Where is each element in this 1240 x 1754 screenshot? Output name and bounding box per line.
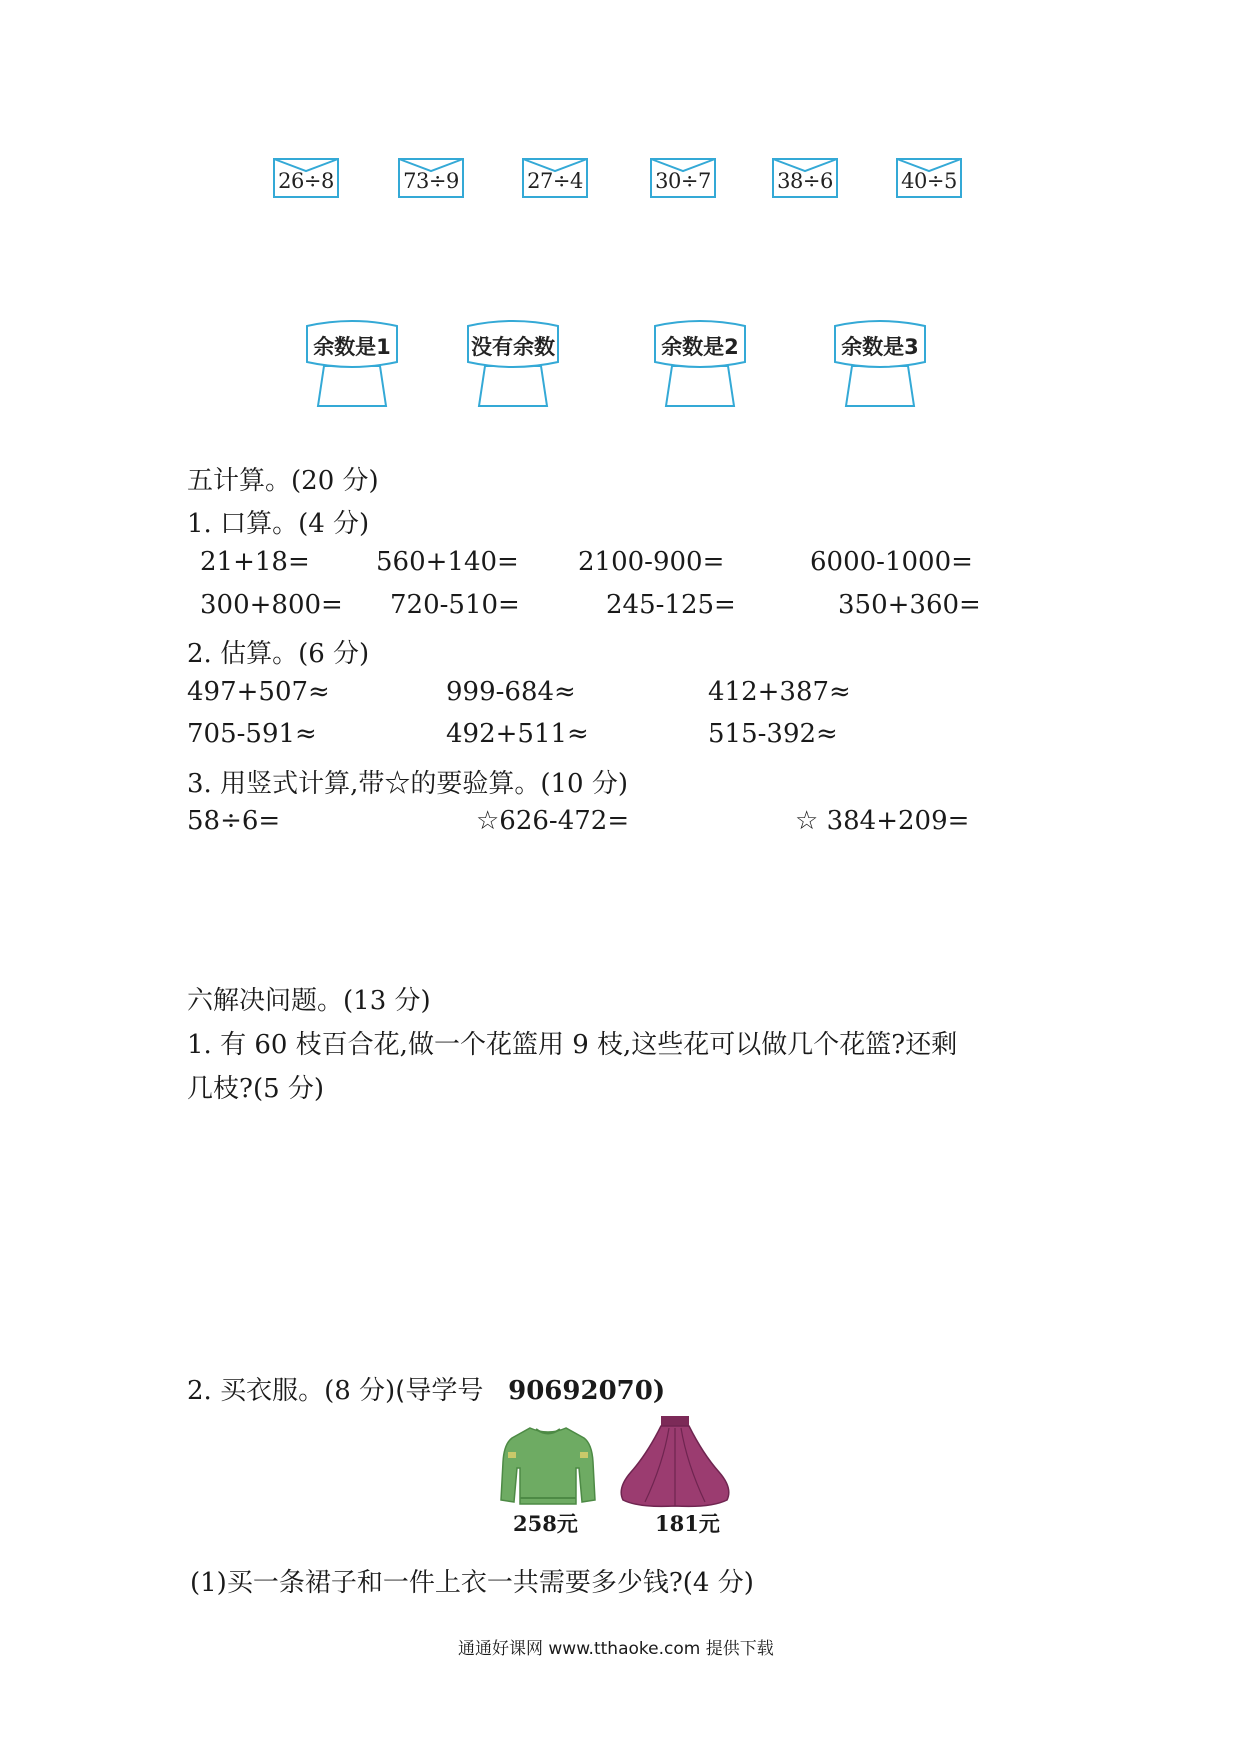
mailbox-4 — [832, 318, 928, 410]
mailbox-label: 没有余数 — [471, 335, 555, 359]
envelope-label: 38÷6 — [777, 169, 833, 193]
envelope-label: 27÷4 — [527, 169, 583, 193]
skirt-price: 181元 — [655, 1511, 720, 1536]
q2-item: 999-684≈ — [446, 677, 576, 707]
section6-score: (13 分) — [343, 986, 431, 1016]
section5-score: (20 分) — [291, 466, 379, 496]
mailbox-2 — [465, 318, 561, 410]
envelope-4 — [650, 158, 716, 198]
envelope-5 — [772, 158, 838, 198]
skirt-icon — [615, 1414, 735, 1510]
q2-item: 705-591≈ — [187, 719, 317, 749]
envelope-6 — [896, 158, 962, 198]
envelope-3 — [522, 158, 588, 198]
envelope-2 — [398, 158, 464, 198]
envelope-label: 30÷7 — [655, 169, 711, 193]
section6-heading — [187, 980, 431, 1017]
q1-item: 560+140= — [376, 547, 519, 577]
envelope-label: 26÷8 — [278, 169, 334, 193]
mailbox-label: 余数是2 — [661, 335, 739, 359]
sweater-icon — [500, 1422, 596, 1508]
q3-item: ☆626-472= — [476, 806, 630, 836]
mailbox-3 — [652, 318, 748, 410]
s6-q1-line1: 1. 有 60 枝百合花,做一个花篮用 9 枝,这些花可以做几个花篮?还剩 — [187, 1030, 958, 1060]
q2-item: 497+507≈ — [187, 677, 330, 707]
q2-item: 492+511≈ — [446, 719, 589, 749]
s6-q2-heading — [187, 1370, 665, 1407]
s6-q2-label: 2. 买衣服。(8 分) — [187, 1376, 396, 1406]
q1-item: 300+800= — [200, 590, 343, 620]
mailbox-label: 余数是1 — [313, 335, 391, 359]
q1-item: 350+360= — [838, 590, 981, 620]
q3-label: 3. 用竖式计算,带☆的要验算。(10 分) — [187, 769, 628, 799]
q2-item: 515-392≈ — [708, 719, 838, 749]
page-footer: 通通好课网 www.tthaoke.com 提供下载 — [458, 1639, 774, 1659]
q1-label: 1. 口算。(4 分) — [187, 509, 370, 539]
q1-item: 245-125= — [606, 590, 736, 620]
q1-item: 2100-900= — [578, 547, 725, 577]
guide-number: 90692070) — [508, 1376, 666, 1406]
s6-q1-line2: 几枝?(5 分) — [187, 1074, 325, 1104]
q3-item: 58÷6= — [187, 806, 281, 836]
mailbox-label: 余数是3 — [841, 335, 919, 359]
section5-heading — [187, 460, 379, 497]
q3-item: ☆ 384+209= — [795, 806, 970, 836]
section5-title: 五计算。 — [187, 466, 292, 496]
q1-item: 21+18= — [200, 547, 310, 577]
section6-title: 六解决问题。 — [187, 986, 344, 1016]
q1-item: 6000-1000= — [810, 547, 973, 577]
q1-item: 720-510= — [390, 590, 520, 620]
s6-q2-sub1: (1)买一条裙子和一件上衣一共需要多少钱?(4 分) — [190, 1568, 754, 1598]
envelope-label: 40÷5 — [901, 169, 957, 193]
q2-label: 2. 估算。(6 分) — [187, 639, 370, 669]
guide-label: (导学号 — [395, 1376, 484, 1406]
envelope-1 — [273, 158, 339, 198]
mailbox-1 — [304, 318, 400, 410]
q2-item: 412+387≈ — [708, 677, 851, 707]
sweater-price: 258元 — [513, 1511, 578, 1536]
envelope-label: 73÷9 — [403, 169, 459, 193]
